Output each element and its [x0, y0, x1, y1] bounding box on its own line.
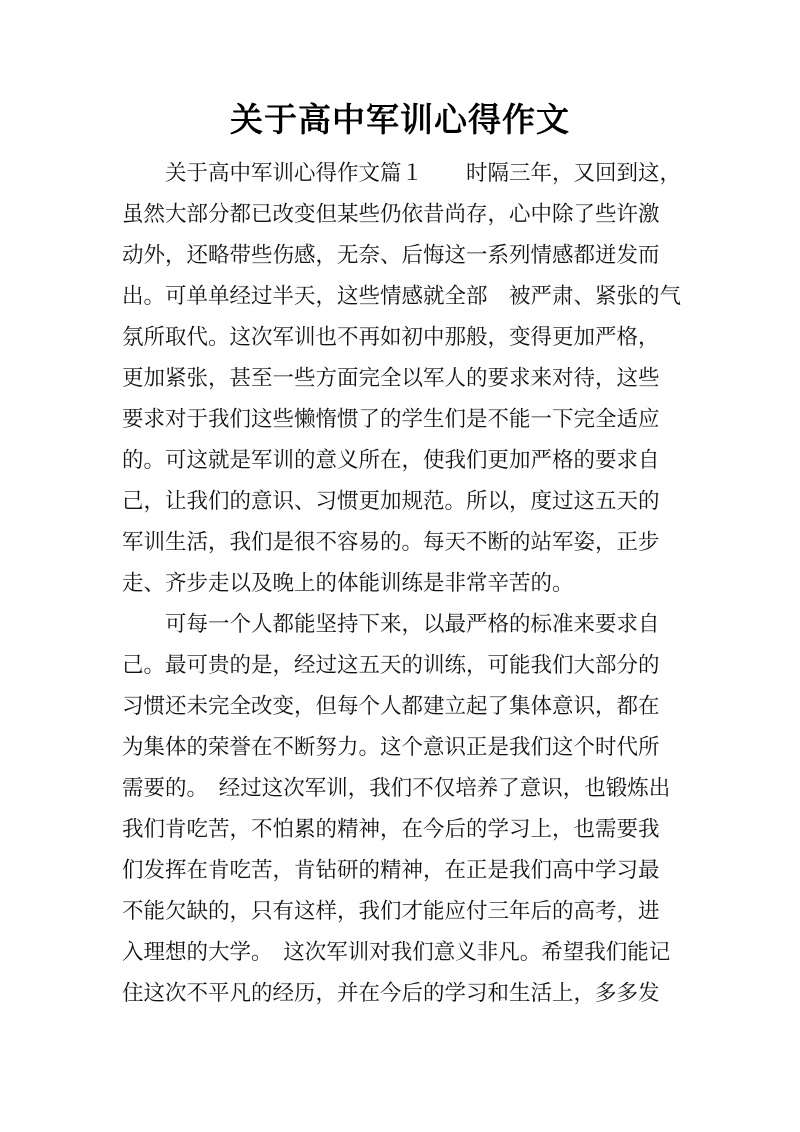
paragraph-2: [122, 609, 682, 1019]
text-line: 要求对于我们这些懒惰惯了的学生们是不能一下完全适应: [122, 407, 660, 432]
text-line: 己。最可贵的是，经过这五天的训练，可能我们大部分的: [122, 653, 660, 678]
text-line: 习惯还未完全改变，但每个人都建立起了集体意识，都在: [122, 694, 660, 719]
document-body: [122, 158, 682, 1019]
text-line: 出。可单单经过半天，这些情感就全部 被严肃、紧张的气: [122, 284, 682, 309]
text-line: 关于高中军训心得作文篇１ 时隔三年，又回到这，: [165, 161, 682, 186]
text-line: 入理想的大学。 这次军训对我们意义非凡。希望我们能记: [122, 940, 671, 965]
text-line: 走、齐步走以及晚上的体能训练是非常辛苦的。: [122, 571, 574, 596]
text-line: 不能欠缺的，只有这样，我们才能应付三年后的高考，进: [122, 899, 660, 924]
text-line: 更加紧张，甚至一些方面完全以军人的要求来对待，这些: [122, 366, 660, 391]
paragraph-1: [122, 158, 682, 609]
text-line: 可每一个人都能坚持下来，以最严格的标准来要求自: [165, 612, 660, 637]
text-line: 的。可这就是军训的意义所在，使我们更加严格的要求自: [122, 448, 660, 473]
text-line: 军训生活，我们是很不容易的。每天不断的站军姿，正步: [122, 530, 660, 555]
text-line: 住这次不平凡的经历，并在今后的学习和生活上，多多发: [122, 981, 660, 1006]
text-line: 需要的。 经过这次军训，我们不仅培养了意识，也锻炼出: [122, 776, 671, 801]
text-line: 为集体的荣誉在不断努力。这个意识正是我们这个时代所: [122, 735, 660, 760]
text-line: 己，让我们的意识、习惯更加规范。所以，度过这五天的: [122, 489, 660, 514]
text-line: 们发挥在肯吃苦，肯钻研的精神，在正是我们高中学习最: [122, 858, 660, 883]
text-line: 虽然大部分都已改变但某些仍依昔尚存，心中除了些许激: [122, 202, 660, 227]
document-title: 关于高中军训心得作文: [230, 100, 570, 139]
text-line: 我们肯吃苦，不怕累的精神，在今后的学习上，也需要我: [122, 817, 660, 842]
text-line: 动外，还略带些伤感，无奈、后悔这一系列情感都迸发而: [122, 243, 660, 268]
text-line: 氛所取代。这次军训也不再如初中那般，变得更加严格，: [122, 325, 660, 350]
